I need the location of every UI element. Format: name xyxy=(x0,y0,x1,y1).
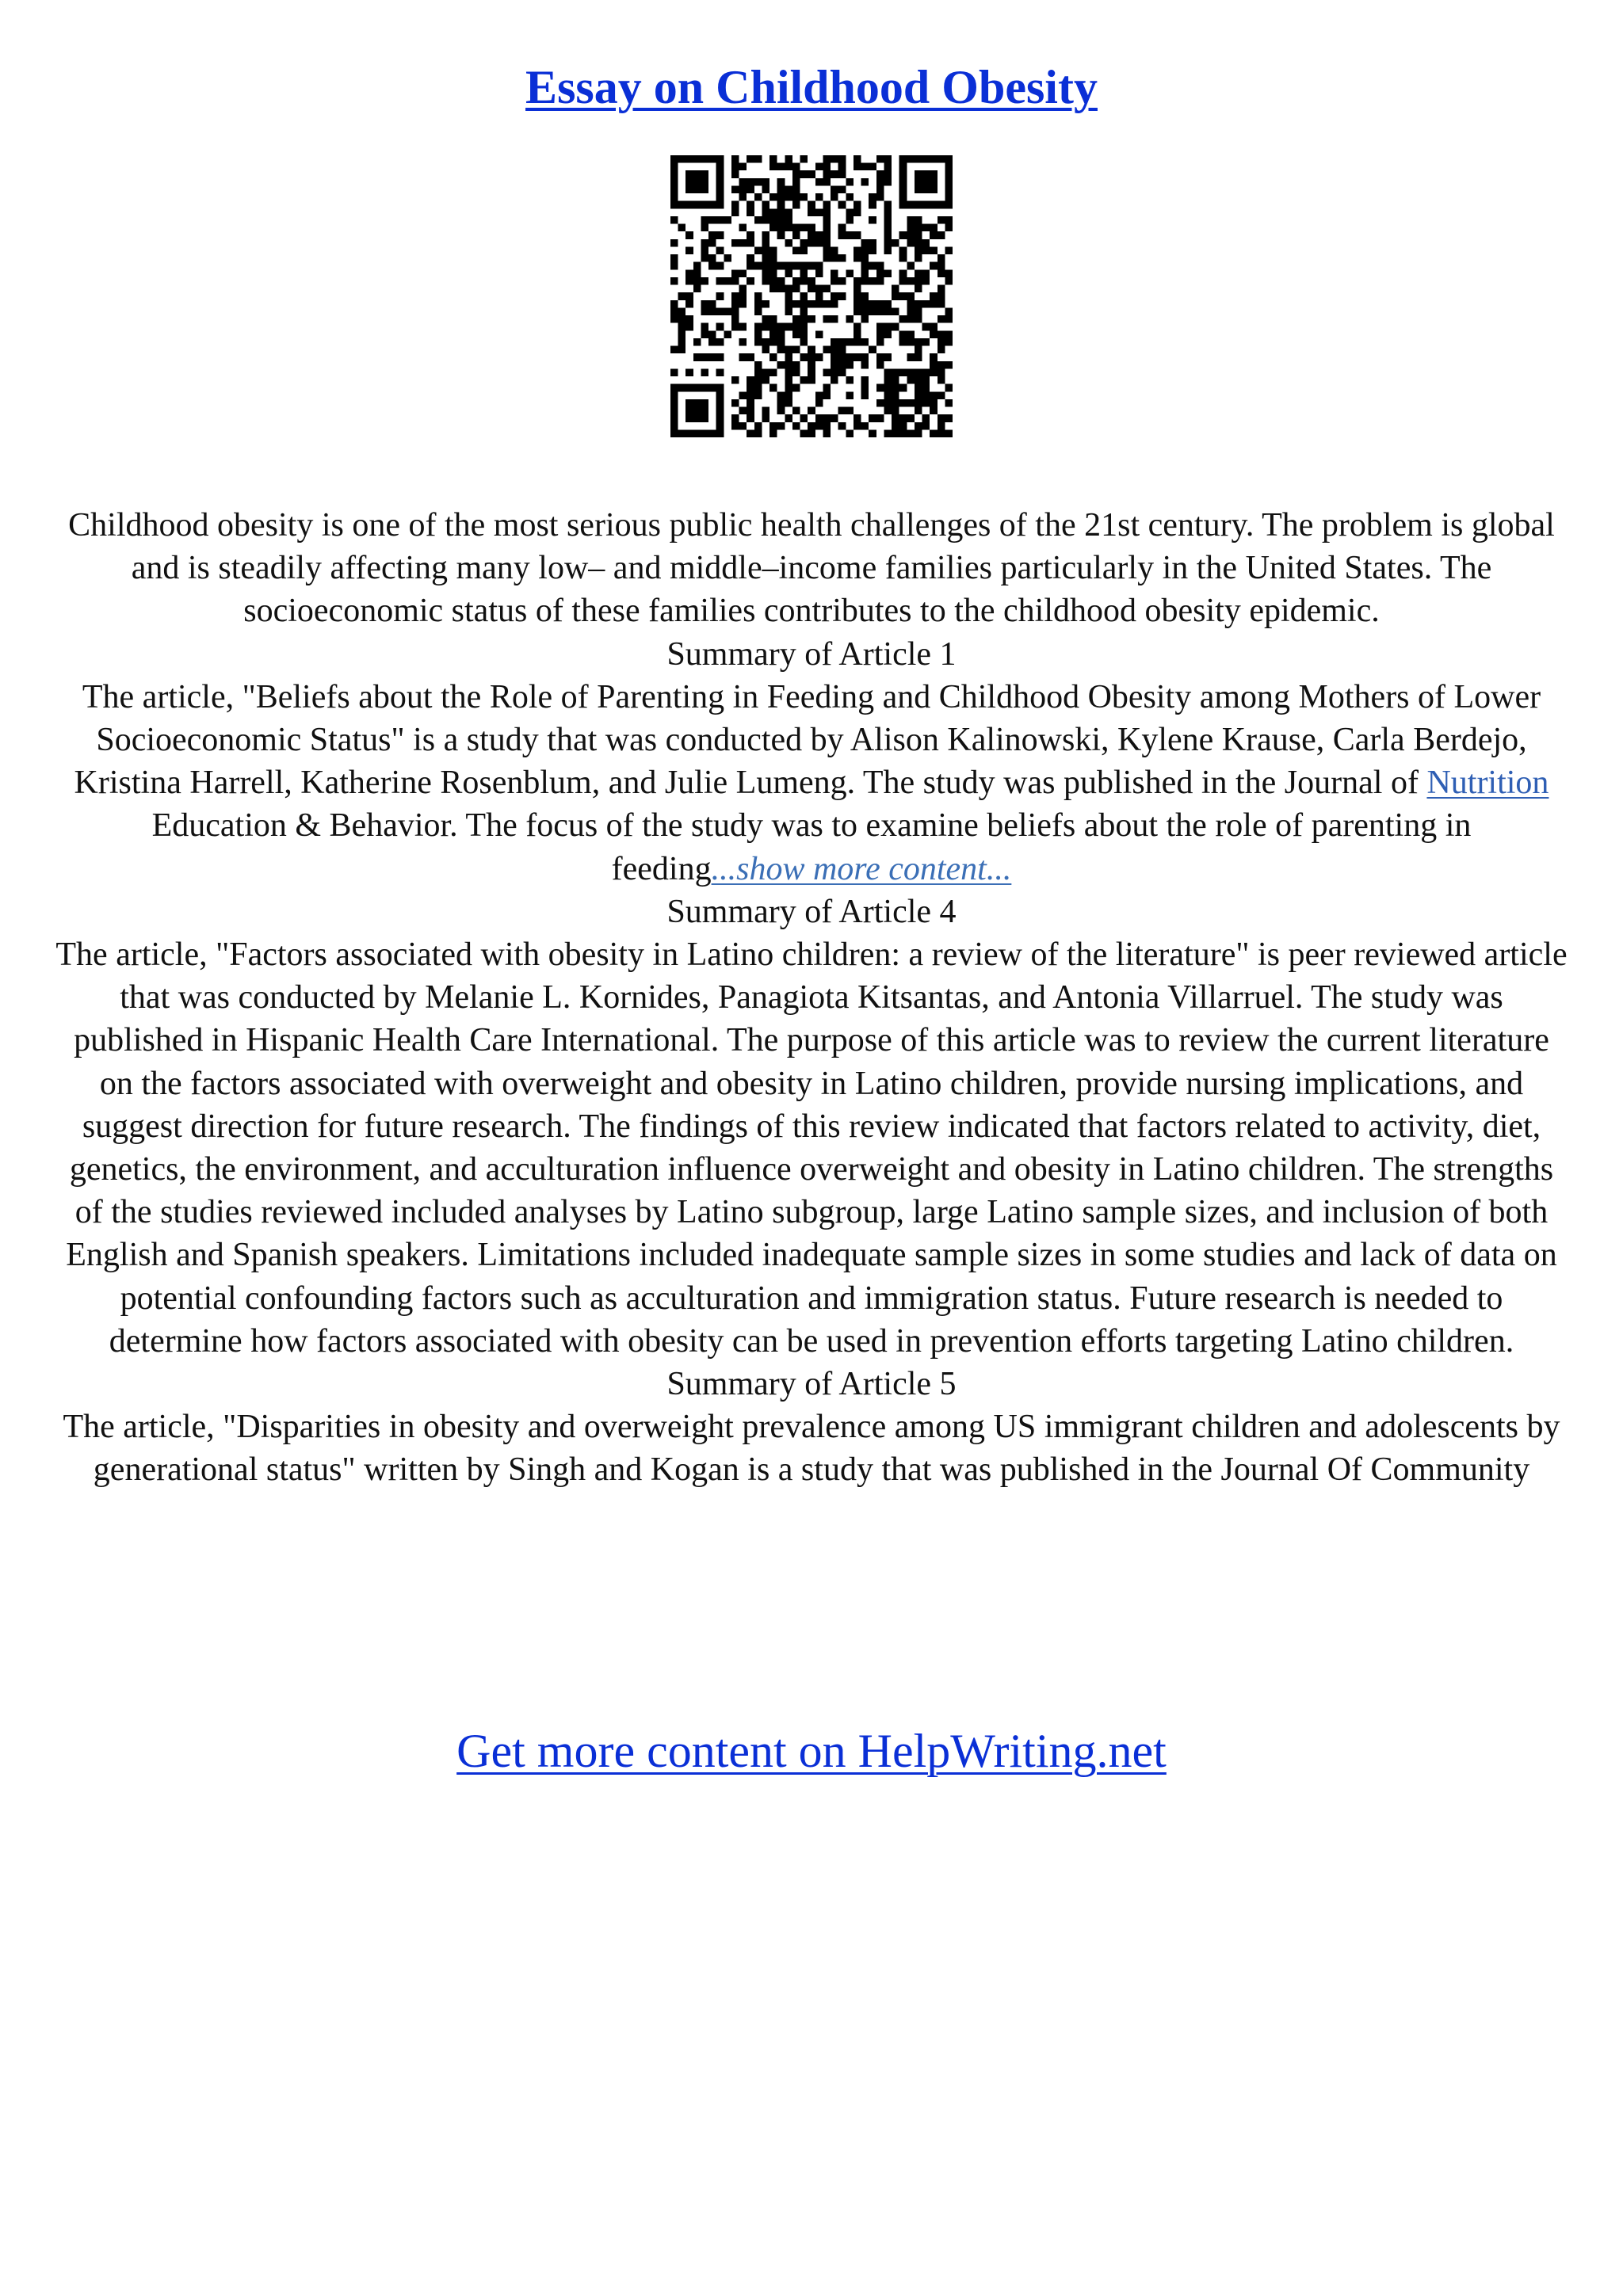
helpwriting-footer-link[interactable]: Get more content on HelpWriting.net xyxy=(456,1725,1167,1777)
intro-paragraph: Childhood obesity is one of the most serious public health challenges of the 21st century. The problem is global and is steadily affecting many low– and middle–income families particularly in the United States. The socioeconomic status of these families contributes to the childhood obesity epidemic. xyxy=(68,507,1555,630)
article-body xyxy=(55,504,1568,1492)
section-heading-article-4: Summary of Article 4 xyxy=(666,893,957,930)
article-1-text-before-link: The article, "Beliefs about the Role of Parenting in Feeding and Childhood Obesity among Mothers of Lower Socioeconomic Status" is a study that was conducted by Alison Kalinowski, Kylene Krause, Carla Berdejo, Kristina Harrell, Katherine Rosenblum, and Julie Lumeng. The study was published in the Journal of xyxy=(74,678,1541,802)
show-more-content-link[interactable]: ...show more content... xyxy=(711,850,1012,887)
title-link[interactable]: Essay on Childhood Obesity xyxy=(525,61,1098,113)
article-5-summary: The article, "Disparities in obesity and overweight prevalence among US immigrant children and adolescents by generational status" written by Singh and Kogan is a study that was published in the Journal Of Community xyxy=(63,1409,1560,1489)
document-title xyxy=(0,54,1623,120)
article-1-text-after-link: Education & Behavior. The focus of the study was to examine beliefs about the role of parenting in feeding xyxy=(151,807,1472,887)
section-heading-article-5: Summary of Article 5 xyxy=(666,1366,957,1403)
article-4-summary: The article, "Factors associated with obesity in Latino children: a review of the literature" is peer reviewed article that was conducted by Melanie L. Kornides, Panagiota Kitsantas, and Antonia Villarruel. The study was published in Hispanic Health Care International. The purpose of this article was to review the current literature on the factors associated with overweight and obesity in Latino children, provide nursing implications, and suggest direction for future research. The findings of this review indicated that factors related to activity, diet, genetics, the environment, and acculturation influence overweight and obesity in Latino children. The strengths of the studies reviewed included analyses by Latino subgroup, large Latino sample sizes, and inclusion of both English and Spanish speakers. Limitations included inadequate sample sizes in some studies and lack of data on potential confounding factors such as acculturation and immigration status. Future research is needed to determine how factors associated with obesity can be used in prevention efforts targeting Latino children. xyxy=(55,936,1568,1360)
section-heading-article-1: Summary of Article 1 xyxy=(666,635,957,673)
nutrition-link[interactable]: Nutrition xyxy=(1426,765,1549,802)
footer xyxy=(0,1718,1623,1784)
article-1-summary xyxy=(55,676,1568,891)
qr-code-icon xyxy=(670,155,953,437)
